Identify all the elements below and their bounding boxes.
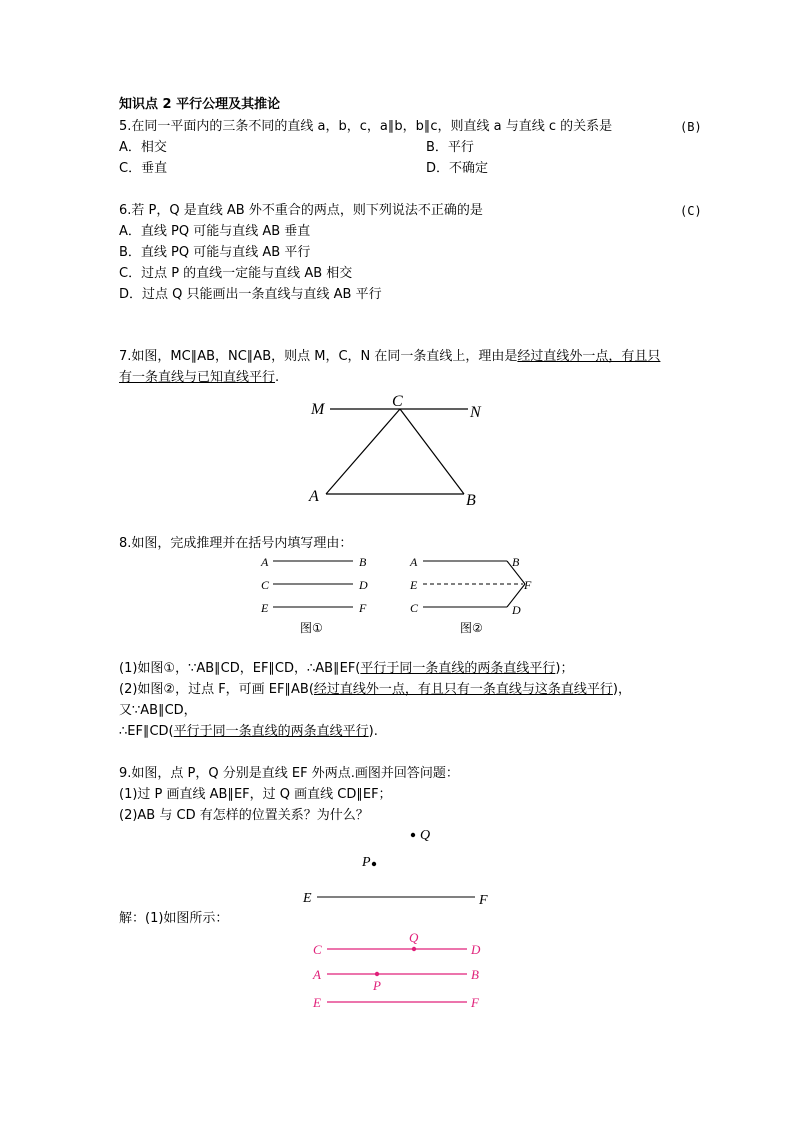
- fig1-caption: 图①: [300, 621, 323, 635]
- label-b: B: [466, 492, 476, 509]
- q9-solution: 解：(1)如图所示：: [119, 911, 229, 926]
- fig2-label-b: B: [512, 555, 520, 569]
- answer-point-p: [375, 972, 379, 976]
- q9-part2: (2)AB 与 CD 有怎样的位置关系？为什么？: [119, 808, 369, 823]
- q7-answer-part1: 经过直线外一点，有且只: [517, 349, 661, 364]
- q8-line1-prefix: (1)如图①，∵AB∥CD，EF∥CD，∴AB∥EF(: [119, 661, 361, 676]
- q6-option-d: D．过点 Q 只能画出一条直线与直线 AB 平行: [119, 287, 382, 302]
- answer-label-q: Q: [409, 930, 419, 945]
- q9-part1: (1)过 P 画直线 AB∥EF，过 Q 画直线 CD∥EF；: [119, 787, 392, 802]
- q8-line2-prefix: (2)如图②，过点 F，可画 EF∥AB(: [119, 682, 314, 697]
- fig2-label-c: C: [410, 601, 419, 615]
- q7-stem-line2: [119, 370, 279, 386]
- answer-label-c: C: [313, 942, 322, 957]
- q5-option-d: D．不确定: [426, 161, 489, 176]
- point-q: [411, 833, 415, 837]
- label-c: C: [392, 393, 403, 410]
- q6-option-a: A．直线 PQ 可能与直线 AB 垂直: [119, 224, 311, 239]
- fig2-caption: 图②: [460, 621, 483, 635]
- fig1-label-e: E: [261, 601, 269, 615]
- q8-line2-answer: 经过直线外一点，有且只有一条直线与这条直线平行: [313, 682, 613, 697]
- q6-answer: (C): [680, 204, 702, 218]
- q8-line4-suffix: ).: [368, 724, 378, 739]
- q7-stem-line1: [119, 349, 660, 365]
- q5-option-c: C．垂直: [119, 161, 168, 176]
- q8-figures: [255, 552, 555, 637]
- q9-stem: 9.如图，点 P，Q 分别是直线 EF 外两点.画图并回答问题：: [119, 766, 459, 781]
- q5-option-a: A．相交: [119, 140, 167, 155]
- q8-line1: [119, 661, 573, 677]
- fig2-label-e: E: [410, 578, 418, 592]
- q7-stem-prefix: 7.如图，MC∥AB，NC∥AB，则点 M，C，N 在同一条直线上，理由是: [119, 349, 518, 364]
- section-title: 知识点 2 平行公理及其推论: [119, 97, 281, 112]
- label-m: M: [311, 401, 325, 418]
- q6-stem: 6.若 P，Q 是直线 AB 外不重合的两点，则下列说法不正确的是: [119, 203, 483, 218]
- fig1-label-c: C: [261, 578, 270, 592]
- answer-label-d: D: [471, 942, 481, 957]
- q9-label-q: Q: [420, 828, 431, 843]
- fig2-label-d: D: [512, 603, 521, 617]
- q6-option-c: C．过点 P 的直线一定能与直线 AB 相交: [119, 266, 353, 281]
- answer-label-e: E: [313, 995, 321, 1010]
- q7-period: .: [275, 370, 280, 385]
- q9-figure: [295, 822, 505, 910]
- q8-line2-suffix: )，: [612, 682, 631, 697]
- q8-line1-suffix: )；: [555, 661, 574, 676]
- q9-label-f: F: [479, 893, 488, 908]
- q8-line4-answer: 平行于同一条直线的两条直线平行: [173, 724, 369, 739]
- label-a: A: [309, 488, 319, 505]
- q8-line1-answer: 平行于同一条直线的两条直线平行: [360, 661, 556, 676]
- q8-stem: 8.如图，完成推理并在括号内填写理由：: [119, 536, 353, 551]
- answer-label-a: A: [313, 967, 321, 982]
- q8-line2: [119, 682, 631, 698]
- q5-answer: (B): [680, 120, 702, 134]
- q9-label-p: P: [362, 855, 371, 870]
- fig1-label-d: D: [359, 578, 368, 592]
- answer-point-q: [412, 947, 416, 951]
- point-p: [372, 862, 376, 866]
- segment-cb: [400, 409, 464, 494]
- fig2-label-a: A: [410, 555, 418, 569]
- q7-answer-part2: 有一条直线与已知直线平行: [119, 370, 276, 385]
- answer-label-p: P: [373, 978, 381, 993]
- q8-line4: [119, 724, 378, 740]
- fig1-label-a: A: [261, 555, 269, 569]
- label-n: N: [470, 404, 481, 421]
- q8-line3: 又∵AB∥CD，: [119, 703, 197, 718]
- q5-stem: 5.在同一平面内的三条不同的直线 a，b，c，a∥b，b∥c，则直线 a 与直线 c 的关系是: [119, 119, 613, 134]
- answer-label-b: B: [471, 967, 479, 982]
- fig1-label-f: F: [359, 601, 367, 615]
- q5-option-b: B．平行: [426, 140, 474, 155]
- q9-answer-figure: [305, 928, 495, 1016]
- q8-line4-prefix: ∴EF∥CD(: [119, 724, 174, 739]
- fig1-label-b: B: [359, 555, 367, 569]
- fig2-label-f: F: [524, 578, 532, 592]
- q9-label-e: E: [303, 891, 312, 906]
- segment-ca: [326, 409, 400, 494]
- q7-triangle-figure: [300, 390, 500, 510]
- answer-label-f: F: [471, 995, 479, 1010]
- q6-option-b: B．直线 PQ 可能与直线 AB 平行: [119, 245, 311, 260]
